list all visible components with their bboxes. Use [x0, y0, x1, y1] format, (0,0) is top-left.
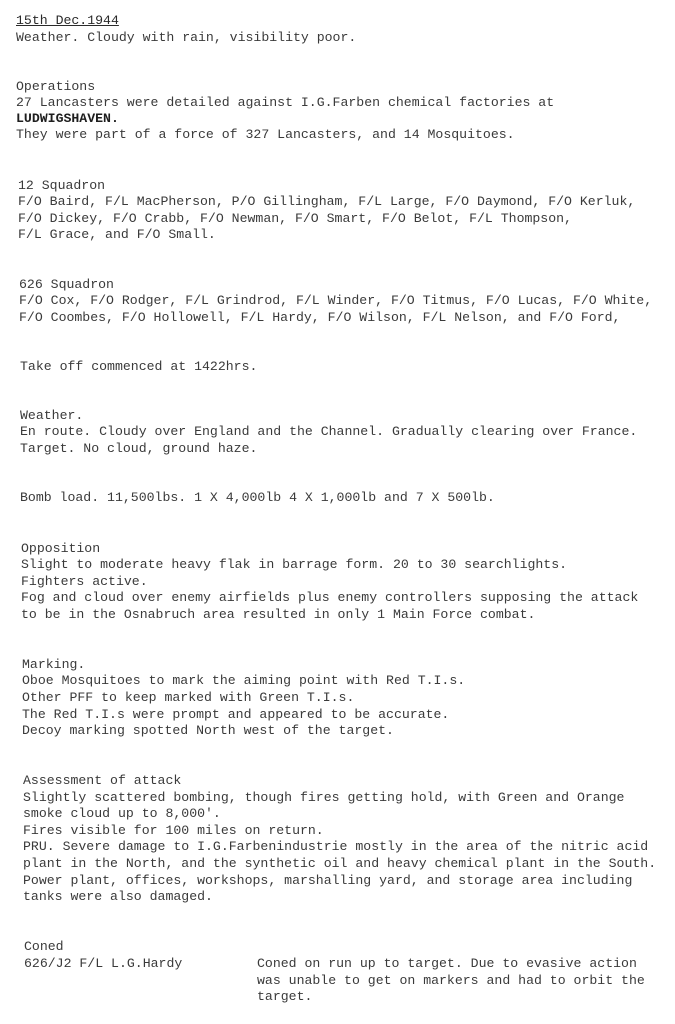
operations-heading: Operations [16, 79, 96, 94]
marking-line: Oboe Mosquitoes to mark the aiming point with Red T.I.s. [22, 673, 466, 688]
squadron-12-crew-line: F/L Grace, and F/O Small. [18, 227, 216, 242]
coned-crew: 626/J2 F/L L.G.Hardy [24, 956, 183, 971]
opposition-line: Fighters active. [21, 574, 148, 589]
assessment-line: plant in the North, and the synthetic oil and heavy chemical plant in the South. [23, 856, 657, 871]
document-date: 15th Dec.1944 [16, 13, 119, 28]
assessment-line: smoke cloud up to 8,000'. [23, 806, 221, 821]
weather-summary: Weather. Cloudy with rain, visibility poor. [16, 30, 357, 45]
weather-line: Target. No cloud, ground haze. [20, 441, 258, 456]
marking-line: Decoy marking spotted North west of the target. [22, 723, 394, 738]
opposition-line: to be in the Osnabruch area resulted in only 1 Main Force combat. [21, 607, 536, 622]
operations-line: They were part of a force of 327 Lancasters, and 14 Mosquitoes. [16, 127, 515, 142]
assessment-line: tanks were also damaged. [23, 889, 213, 904]
squadron-626-heading: 626 Squadron [19, 277, 114, 292]
marking-line: Other PFF to keep marked with Green T.I.s. [22, 690, 355, 705]
squadron-626-crew-line: F/O Cox, F/O Rodger, F/L Grindrod, F/L Winder, F/O Titmus, F/O Lucas, F/O White, [19, 293, 653, 308]
coned-description-line: target. [257, 989, 313, 1004]
bomb-load: Bomb load. 11,500lbs. 1 X 4,000lb 4 X 1,000lb and 7 X 500lb. [20, 490, 495, 505]
squadron-12-heading: 12 Squadron [18, 178, 106, 193]
weather-heading: Weather. [20, 408, 84, 423]
opposition-heading: Opposition [21, 541, 101, 556]
operations-line: 27 Lancasters were detailed against I.G.Farben chemical factories at [16, 95, 555, 110]
assessment-heading: Assessment of attack [23, 773, 182, 788]
coned-description-line: Coned on run up to target. Due to evasive action [257, 956, 637, 971]
assessment-line: PRU. Severe damage to I.G.Farbenindustrie mostly in the area of the nitric acid [23, 839, 649, 854]
squadron-12-crew-line: F/O Baird, F/L MacPherson, P/O Gillingham, F/L Large, F/O Daymond, F/O Kerluk, [18, 194, 636, 209]
opposition-line: Fog and cloud over enemy airfields plus enemy controllers supposing the attack [21, 590, 639, 605]
coned-heading: Coned [24, 939, 64, 954]
coned-description-line: was unable to get on markers and had to orbit the [257, 973, 645, 988]
takeoff-time: Take off commenced at 1422hrs. [20, 359, 258, 374]
squadron-626-crew-line: F/O Coombes, F/O Hollowell, F/L Hardy, F/O Wilson, F/L Nelson, and F/O Ford, [19, 310, 621, 325]
operations-target: LUDWIGSHAVEN. [16, 111, 119, 126]
weather-line: En route. Cloudy over England and the Channel. Gradually clearing over France. [20, 424, 638, 439]
squadron-12-crew-line: F/O Dickey, F/O Crabb, F/O Newman, F/O Smart, F/O Belot, F/L Thompson, [18, 211, 572, 226]
marking-line: The Red T.I.s were prompt and appeared to be accurate. [22, 707, 450, 722]
assessment-line: Fires visible for 100 miles on return. [23, 823, 324, 838]
marking-heading: Marking. [22, 657, 86, 672]
assessment-line: Power plant, offices, workshops, marshalling yard, and storage area including [23, 873, 633, 888]
opposition-line: Slight to moderate heavy flak in barrage form. 20 to 30 searchlights. [21, 557, 568, 572]
assessment-line: Slightly scattered bombing, though fires getting hold, with Green and Orange [23, 790, 625, 805]
